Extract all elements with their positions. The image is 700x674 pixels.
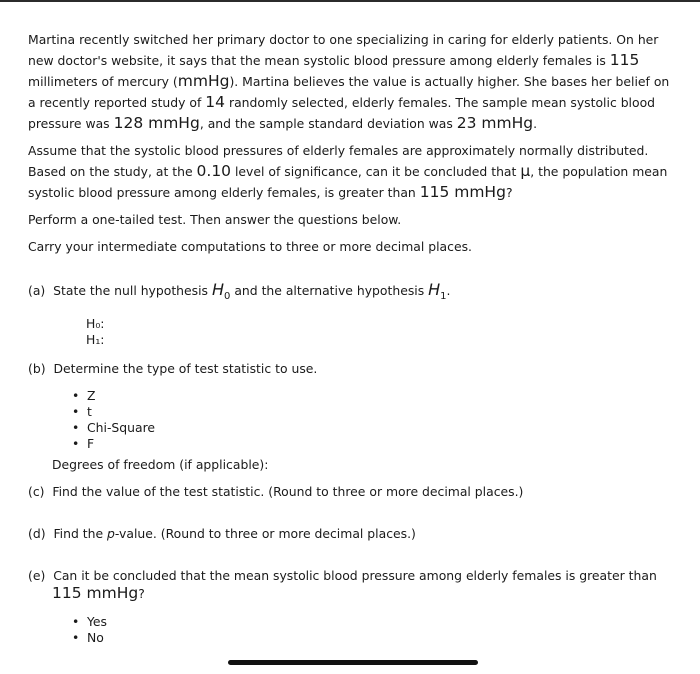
home-indicator[interactable] [228,660,478,665]
part-b-question: (b) Determine the type of test statistic to use. [28,361,318,376]
part-d-question: (d) Find the p-value. (Round to three or more decimal places.) [28,526,416,541]
option-f[interactable]: • F [72,436,95,451]
degrees-of-freedom-label: Degrees of freedom (if applicable): [52,457,269,472]
intro-paragraph-1: Martina recently switched her primary doctor to one specializing in caring for elderly patients. On her new doctor's website, it says that the mean systolic blood pressure among elderly females is 115 millimeters of mercury (mmHg). Martina believes the value is actually higher. She bases her belief on a recently reported study of 14 randomly selected, elderly females. The sample mean systolic blood pressure was 128 mmHg, and the sample standard deviation was 23 mmHg. [28,32,670,132]
part-e-question: (e) Can it be concluded that the mean systolic blood pressure among elderly females is greater than [28,568,657,583]
option-t[interactable]: • t [72,404,92,419]
intro-paragraph-2: Assume that the systolic blood pressures of elderly females are approximately normally distributed. Based on the study, at the 0.10 level of significance, can it be concluded that μ, the population mean systolic blood pressure among elderly females, is greater than 115 mmHg? [28,143,668,201]
h0-answer-field[interactable]: H₀: [86,316,105,331]
part-e-question-cont: 115 mmHg? [52,584,145,602]
option-no[interactable]: • No [72,630,104,645]
problem-statement [28,30,680,264]
option-chi-square[interactable]: • Chi-Square [72,420,156,435]
option-yes[interactable]: • Yes [72,614,108,629]
part-c-question: (c) Find the value of the test statistic. (Round to three or more decimal places.) [28,484,524,499]
top-divider [0,0,700,2]
instruction-one-tailed: Perform a one-tailed test. Then answer the questions below. [28,212,402,227]
h1-answer-field[interactable]: H₁: [86,332,105,347]
part-a-question: (a) State the null hypothesis $H_0$ and the alternative hypothesis $H_1$. [28,280,451,302]
instruction-decimals: Carry your intermediate computations to three or more decimal places. [28,239,472,254]
option-z[interactable]: • Z [72,388,96,403]
